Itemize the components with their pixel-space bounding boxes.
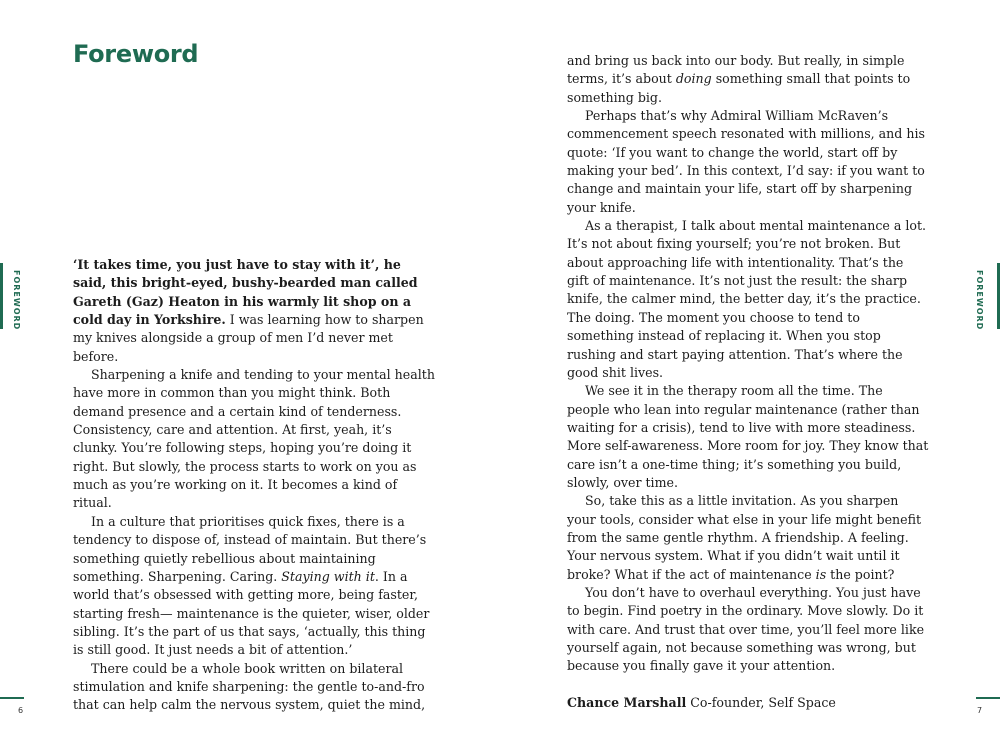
side-section-label: FOREWORD: [975, 270, 984, 331]
paragraph: As a therapist, I talk about mental maintenance a lot. It’s not about fixing yourself; you’re not broken. But about approaching life with intentionality. That’s the gift of maintenance. It’s not just the result: the sharp knife, the calmer mind, the better day, it’s the practice. The doing. The moment you choose to tend to something instead of replacing it. When you stop rushing and start paying attention. That’s where the good shit lives.: [567, 218, 927, 380]
paragraph-text: So, take this as a little invitation. As you sharpen your tools, consider what else in your life might benefit from the same gentle rhythm. A friendship. A feeling. Your nervous system. What if you didn’t wait until it broke? What if the act of maintenance: [567, 493, 922, 582]
italic-emphasis: doing: [675, 71, 712, 87]
paragraph: [73, 256, 435, 366]
page-number: 7: [977, 706, 983, 715]
paragraph: Perhaps that’s why Admiral William McRaven’s commencement speech resonated with millions, and his quote: ‘If you want to change the world, start off by making your bed’. In this context, I’d say: if you want to change and maintain your life, start off by sharpening your knife.: [567, 108, 925, 215]
paragraph-text: the point?: [826, 566, 895, 582]
author-role: Co-founder, Self Space: [686, 694, 836, 710]
italic-emphasis: is: [815, 566, 827, 582]
paragraph: Sharpening a knife and tending to your mental health have more in common than you might think. Both demand presence and a certain kind of tenderness. Consistency, care and attention. At first, yeah, it’s clunky. You’re following steps, hoping you’re doing it right. But slowly, the process starts to work on you as much as you’re working on it. It becomes a kind of ritual.: [73, 367, 435, 511]
footer-rule: [0, 697, 24, 699]
paragraph-text: . In a world that’s obsessed with getting more, being faster, starting fresh— maintenance is the quieter, wiser, older sibling. It’s the part of us that says, ‘actually, this thing is still good. It just needs a bit of attention.’: [73, 568, 430, 658]
bold-intro: ‘It takes time, you just have to stay with it’, he said, this bright-eyed, bushy-bearded man called Gareth (Gaz) Heaton in his warmly lit shop on a cold day in Yorkshire.: [73, 257, 418, 328]
italic-emphasis: Staying with it: [281, 568, 375, 584]
paragraph: [567, 52, 929, 107]
paragraph-text: In a culture that prioritises quick fixes, there is a tendency to dispose of, instead of maintain. But there’s something quietly rebellious about maintaining something. Sharpening. Caring.: [73, 513, 427, 584]
paragraph: [73, 513, 435, 660]
side-tab-marker: [0, 263, 3, 329]
paragraph: We see it in the therapy room all the time. The people who lean into regular maintenance (rather than waiting for a crisis), tend to live with more steadiness. More self-awareness. More room for joy. They know that care isn’t a one-time thing; it’s something you build, slowly, over time.: [567, 383, 929, 490]
body-column: [567, 52, 929, 712]
paragraph-text: I was learning how to sharpen my knives alongside a group of men I’d never met before.: [73, 312, 424, 364]
page-number: 6: [18, 706, 24, 715]
footer-rule: [976, 697, 1000, 699]
paragraph-text: and bring us back into our body. But really, in simple terms, it’s about: [567, 53, 905, 87]
paragraph-text: something small that points to something big.: [567, 71, 911, 105]
side-section-label: FOREWORD: [12, 270, 21, 331]
paragraph: There could be a whole book written on bilateral stimulation and knife sharpening: the gentle to-and-fro that can help calm the nervous system, quiet the mind,: [73, 660, 426, 713]
right-page: [500, 0, 1000, 740]
author-name: Chance Marshall: [567, 694, 687, 710]
body-column: [73, 256, 435, 715]
paragraph: You don’t have to overhaul everything. You just have to begin. Find poetry in the ordinary. Move slowly. Do it with care. And trust that over time, you’ll feel more like yourself again, not because something was wrong, but because you finally gave it your attention.: [567, 584, 925, 674]
signature: [567, 694, 929, 712]
page-title: Foreword: [73, 40, 199, 68]
paragraph: [567, 492, 929, 584]
